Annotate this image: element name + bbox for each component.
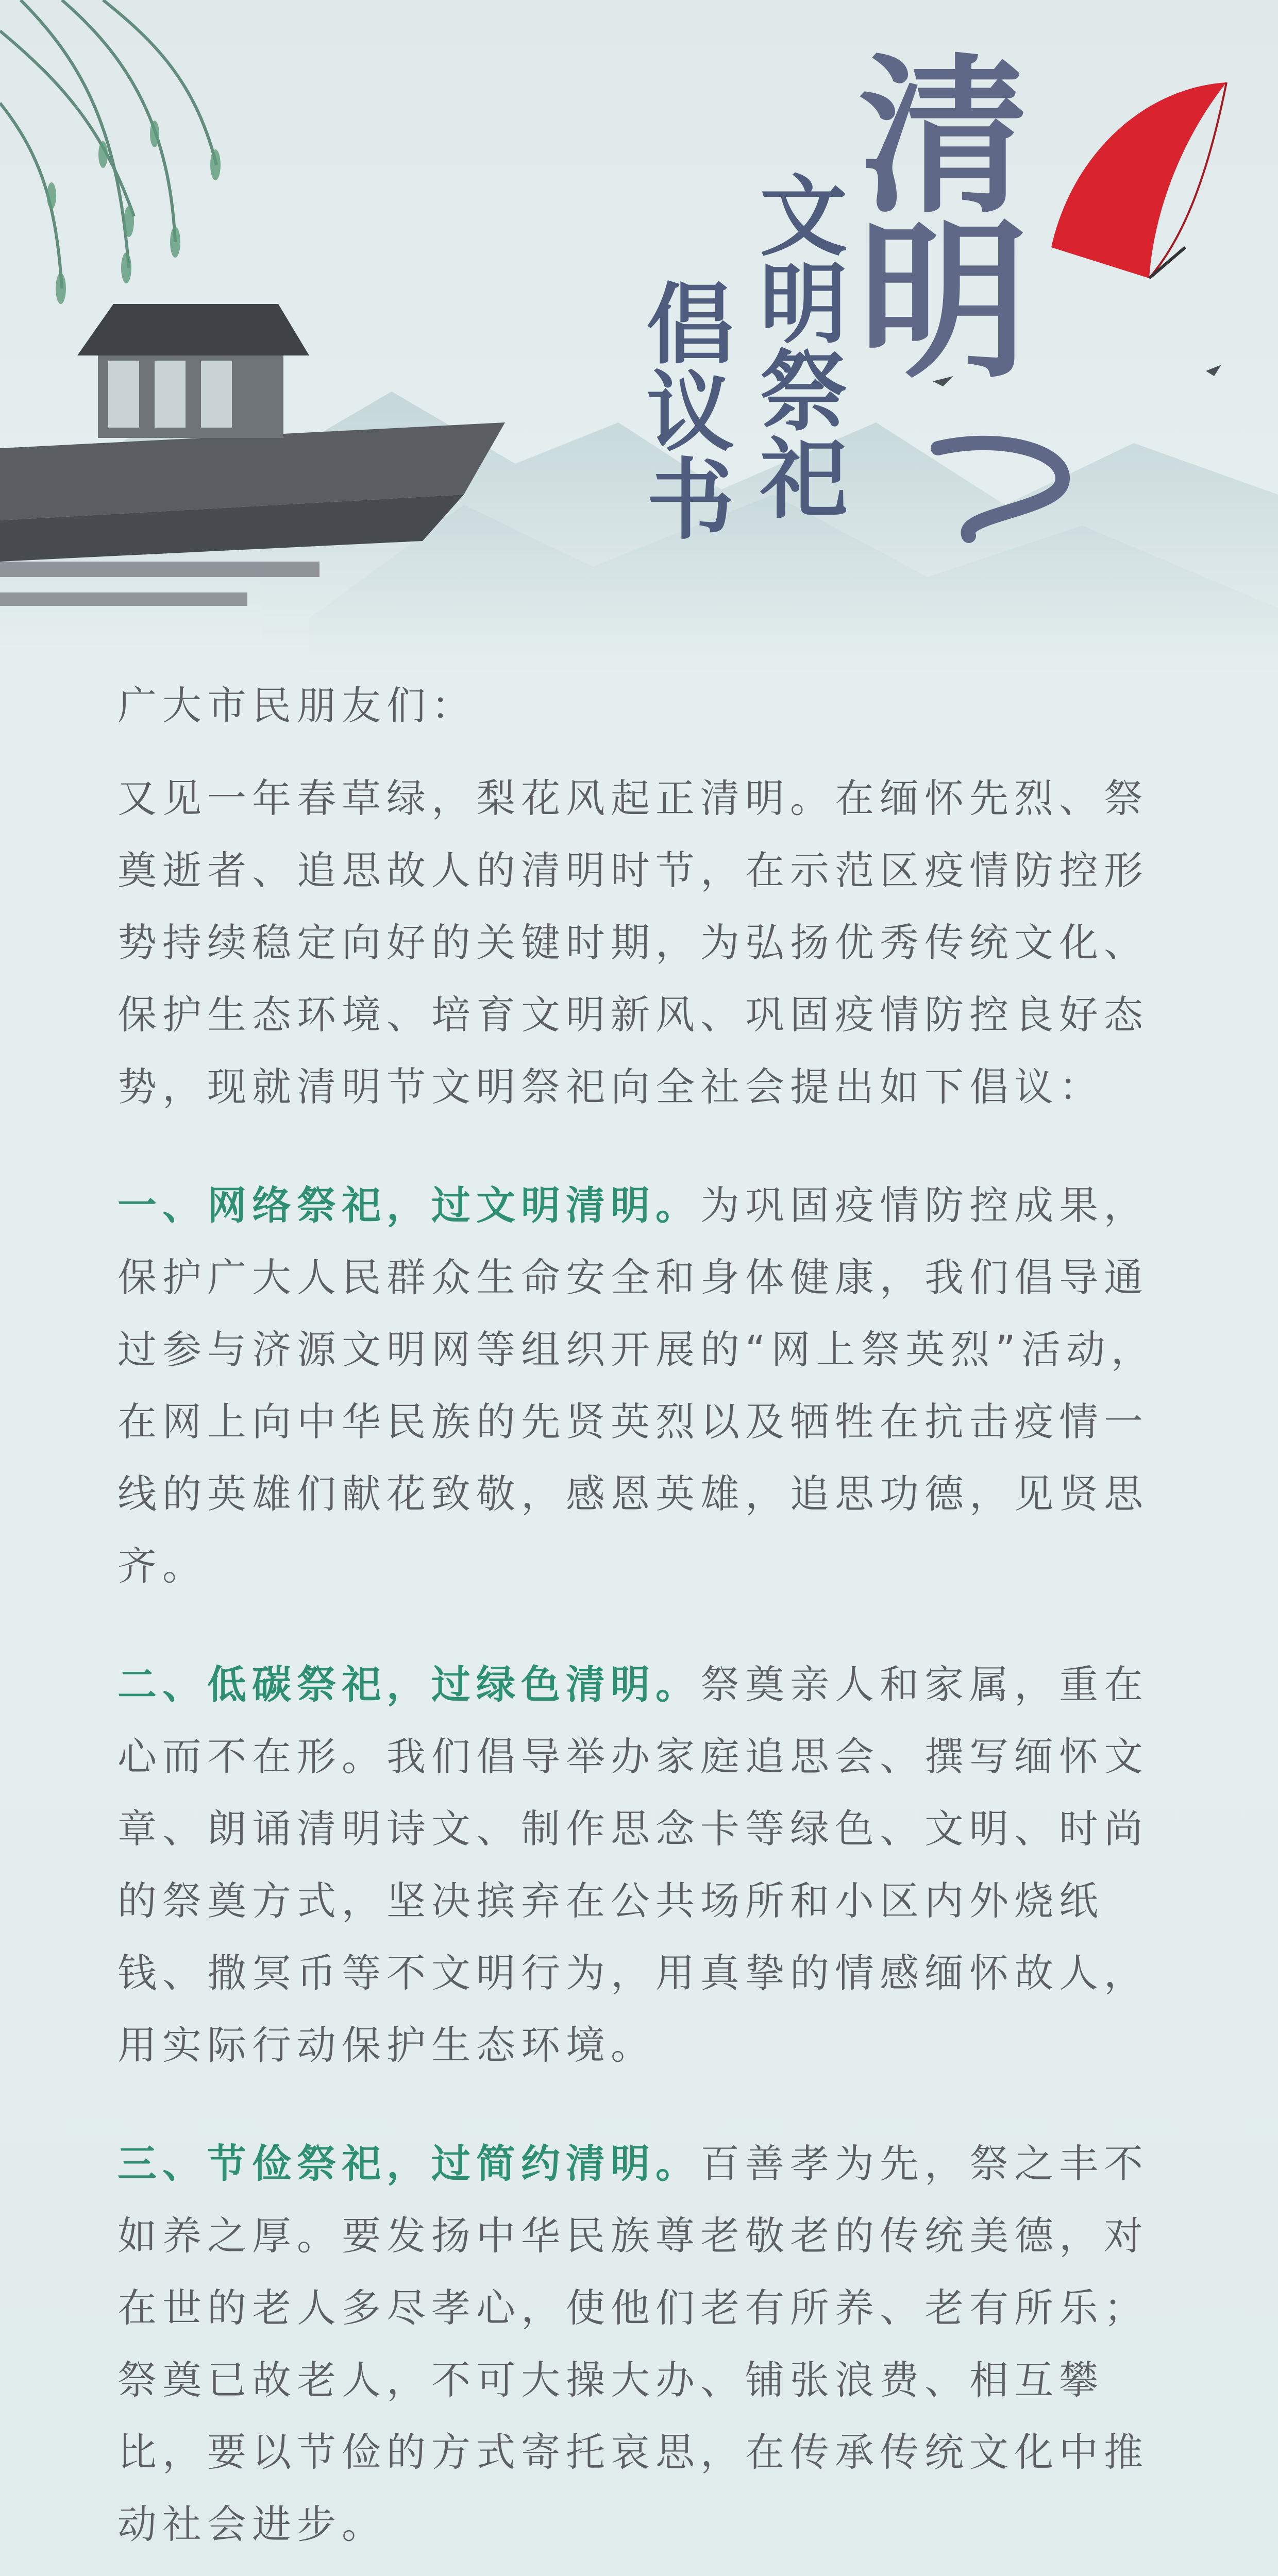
item-paragraph-2 bbox=[117, 1649, 1164, 2081]
item-paragraph-3 bbox=[117, 2128, 1164, 2561]
item-heading: 二、低碳祭祀，过绿色清明。 bbox=[117, 1662, 700, 1707]
willow-branches bbox=[0, 0, 216, 289]
item-heading: 一、网络祭祀，过文明清明。 bbox=[117, 1182, 700, 1228]
greeting: 广大市民朋友们： bbox=[117, 683, 476, 728]
letter-body bbox=[117, 670, 1164, 2576]
intro-paragraph: 又见一年春草绿，梨花风起正清明。在缅怀先烈、祭奠逝者、追思故人的清明时节，在示范区疫情防控形势持续稳定向好的关键时期，为弘扬优秀传统文化、保护生态环境、培育文明新风、巩固疫情防控良好态势，现就清明节文明祭祀向全社会提出如下倡议： bbox=[117, 775, 1149, 1110]
item-paragraph-1 bbox=[117, 1170, 1164, 1602]
red-umbrella bbox=[1051, 82, 1226, 278]
title-subtitle-line2: 倡议书 bbox=[631, 278, 734, 541]
title-main: 清明 bbox=[830, 46, 1030, 376]
item-body: 百善孝为先，祭之丰不如养之厚。要发扬中华民族尊老敬老的传统美德，对在世的老人多尽孝心，使他们老有所养、老有所乐；祭奠已故老人，不可大操大办、铺张浪费、相互攀比，要以节俭的方式寄托哀思，在传承传统文化中推动社会进步。 bbox=[117, 2141, 1149, 2547]
item-heading: 三、节俭祭祀，过简约清明。 bbox=[117, 2141, 700, 2187]
title-subtitle-line1: 文明祭祀 bbox=[745, 170, 848, 520]
boat-pavilion bbox=[0, 304, 505, 562]
item-body: 祭奠亲人和家属，重在心而不在形。我们倡导举办家庭追思会、撰写缅怀文章、朗诵清明诗文、制作思念卡等绿色、文明、时尚的祭奠方式，坚决摈弃在公共场所和小区内外烧纸钱、撒冥币等不文明行为，用真挚的情感缅怀故人，用实际行动保护生态环境。 bbox=[117, 1662, 1149, 2068]
item-body: 为巩固疫情防控成果，保护广大人民群众生命安全和身体健康，我们倡导通过参与济源文明网等组织开展的“网上祭英烈”活动，在网上向中华民族的先贤英烈以及牺牲在抗击疫情一线的英雄们献花致敬，感恩英雄，追思功德，见贤思齐。 bbox=[117, 1182, 1156, 1589]
